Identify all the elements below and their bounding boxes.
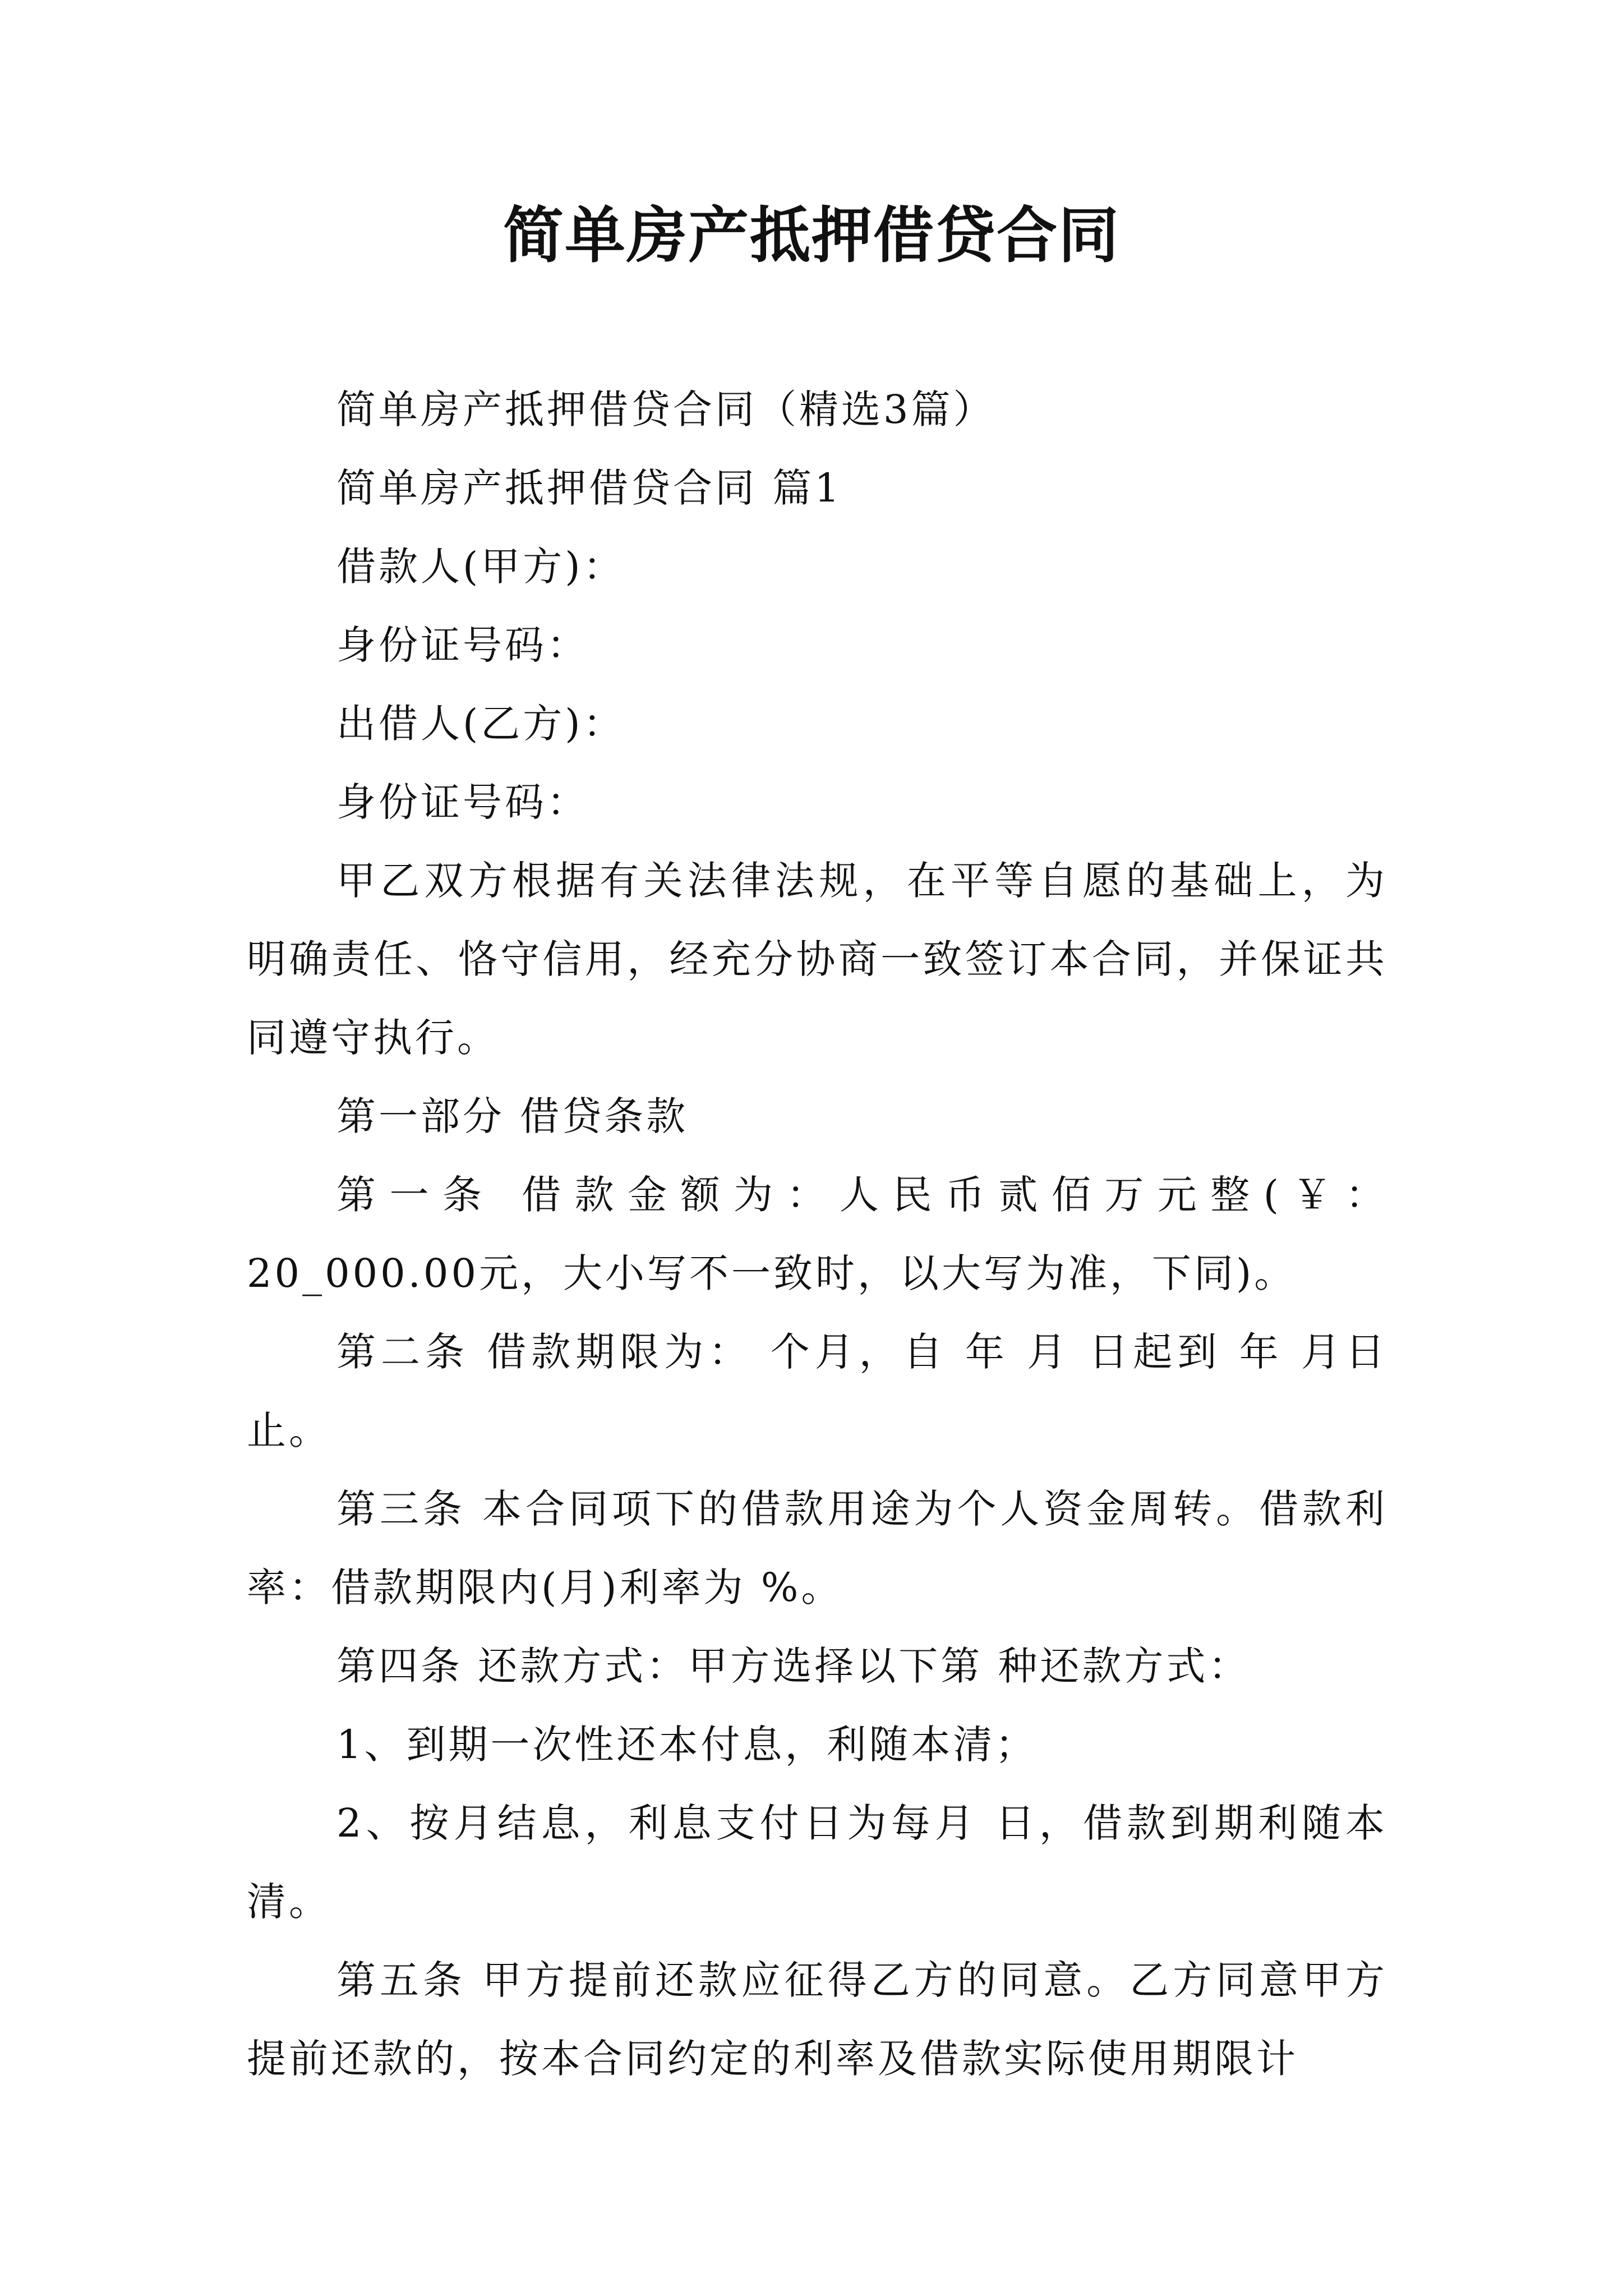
paragraph-article-3: 第三条 本合同项下的借款用途为个人资金周转。借款利率：借款期限内(月)利率为 %。 bbox=[247, 1486, 1387, 1611]
paragraph-borrower: 借款人(甲方)： bbox=[336, 544, 625, 590]
document-title: 简单房产抵押借贷合同 bbox=[502, 200, 1120, 271]
paragraph-article-1: 第一条 借款金额为：人民币贰佰万元整(￥：20_000.00元，大小写不一致时，以大写为准，下同)。 bbox=[247, 1172, 1387, 1296]
paragraph-article-5: 第五条 甲方提前还款应征得乙方的同意。乙方同意甲方提前还款的，按本合同约定的利率及借款实际使用期限计 bbox=[247, 1957, 1387, 2082]
paragraph-subtitle: 简单房产抵押借贷合同（精选3篇） bbox=[336, 386, 995, 432]
paragraph-lender-id: 身份证号码： bbox=[336, 779, 589, 825]
document-body bbox=[247, 370, 1387, 2098]
paragraph-chapter-heading: 简单房产抵押借贷合同 篇1 bbox=[336, 465, 842, 511]
paragraph-preamble: 甲乙双方根据有关法律法规，在平等自愿的基础上，为明确责任、恪守信用，经充分协商一致签订本合同，并保证共同遵守执行。 bbox=[247, 858, 1387, 1061]
paragraph-article-2: 第二条 借款期限为： 个月，自 年 月 日起到 年 月日止。 bbox=[247, 1329, 1387, 1453]
paragraph-repay-option-1: 1、到期一次性还本付息，利随本清； bbox=[336, 1722, 1038, 1768]
paragraph-article-4: 第四条 还款方式：甲方选择以下第 种还款方式： bbox=[336, 1643, 1251, 1689]
paragraph-repay-option-2: 2、按月结息，利息支付日为每月 日，借款到期利随本清。 bbox=[247, 1800, 1387, 1925]
paragraph-borrower-id: 身份证号码： bbox=[336, 622, 589, 668]
paragraph-lender: 出借人(乙方)： bbox=[336, 701, 625, 747]
paragraph-part-one: 第一部分 借贷条款 bbox=[336, 1093, 689, 1139]
